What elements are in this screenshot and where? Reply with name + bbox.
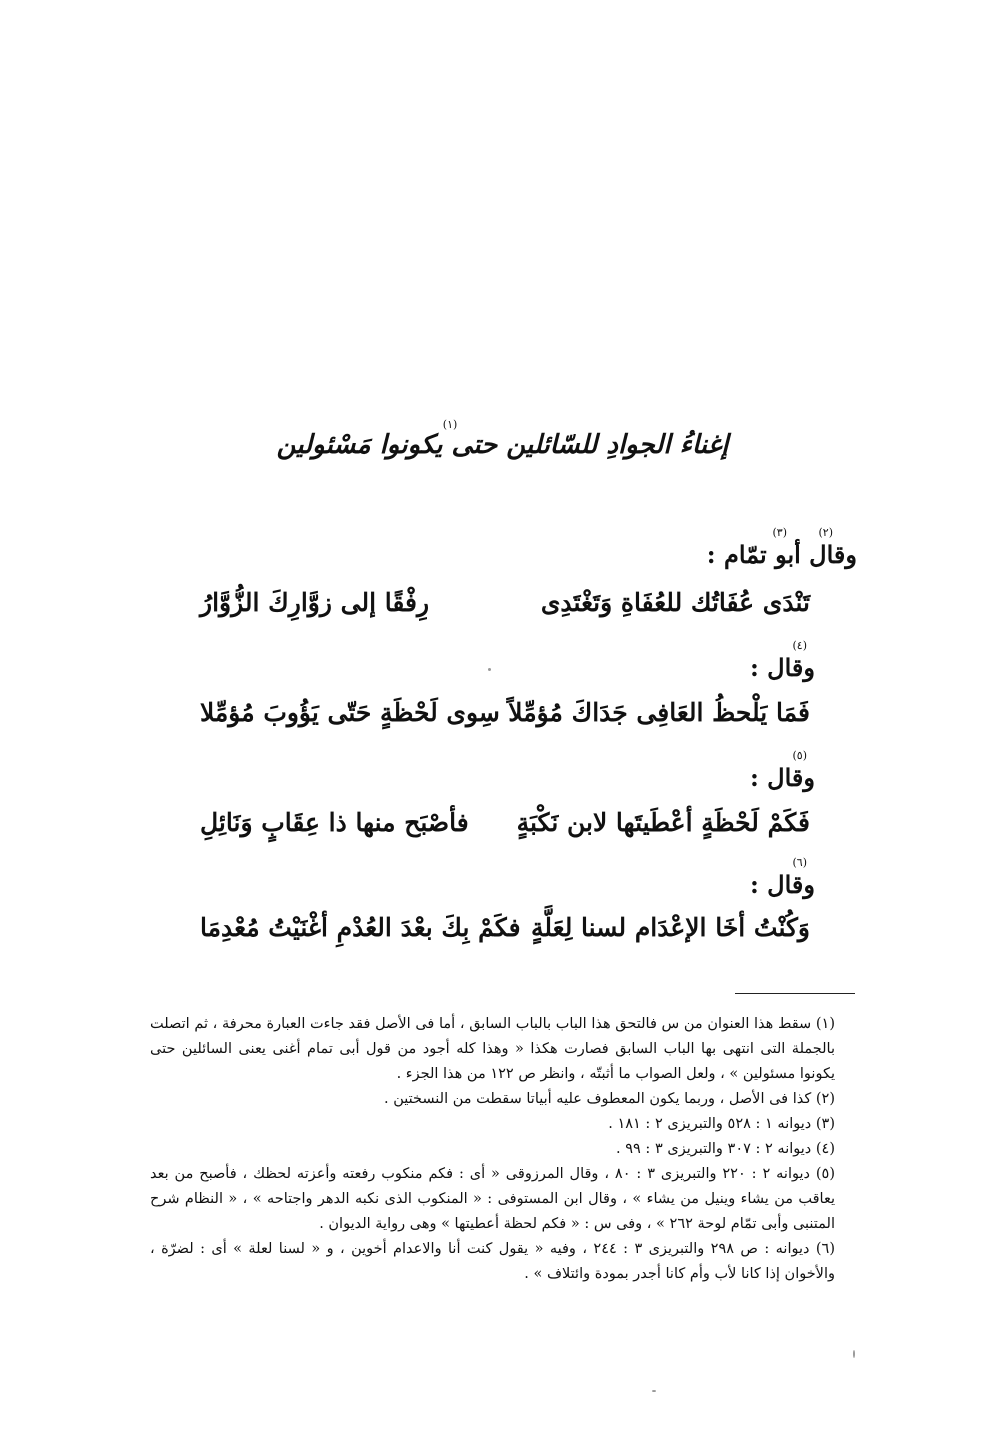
footnote-5: (٥) ديوانه ٢ : ٢٢٠ والتبريزى ٣ : ٨٠ ، وقال المرزوقى « أى : فكم منكوب رفعته وأعزته لحظك ، فأصبح من بعد يعاقب من يشاء وينيل من يشاء » ، وقال ابن المستوفى : « المنكوب الذى نكبه الدهر واجتاحه » ، « النظام شرح المتنبى وأبى تمّام لوحة ٢٦٢ » ، وفى س : « فكم لحظة أعطيتها » وهى رواية الديوان . xyxy=(150,1166,835,1232)
verse-4 xyxy=(200,913,810,953)
verse-4-first-hemistich: وَكُنْتُ أخَا الإعْدَام لسنا لِعَلَّةٍ xyxy=(530,913,810,942)
qal-line-2 xyxy=(749,639,815,682)
chapter-title xyxy=(276,418,729,460)
verse-1 xyxy=(200,588,810,628)
qal-4-text: وقال : xyxy=(749,870,815,899)
footnote-4: (٤) ديوانه ٢ : ٣٠٧ والتبريزى ٣ : ٩٩ . xyxy=(616,1141,835,1157)
footnote-6: (٦) ديوانه : ص ٢٩٨ والتبريزى ٣ : ٢٤٤ ، وفيه « يقول كنت أنا والاعدام أخوين ، و « لسنا لعلة » أى : لضرّة ، والأخوان إذا كانا لأب وأم كانا أجدر بمودة وائتلاف » . xyxy=(150,1241,835,1282)
intro-marker-2: (٢) xyxy=(818,526,833,539)
verse-2-second-hemistich: سِوى لَحْظَةٍ حَتّى يَؤُوبَ مُؤمِّلا xyxy=(200,698,500,727)
qal-line-3 xyxy=(749,749,815,792)
chapter-heading xyxy=(0,418,1005,460)
qal-3-text: وقال : xyxy=(749,763,815,792)
verse-2 xyxy=(200,698,810,738)
footnote-3: (٣) ديوانه ١ : ٥٢٨ والتبريزى ٢ : ١٨١ . xyxy=(608,1116,835,1132)
verse-1-second-hemistich: رِفْقًا إلى زوَّارِكَ الزُّوَّارُ xyxy=(200,588,430,617)
title-footnote-marker: (١) xyxy=(442,418,458,431)
qal-2-marker: (٤) xyxy=(792,639,807,652)
speck xyxy=(488,668,491,671)
footnote-separator xyxy=(735,993,855,994)
intro-text: وقال أبو تمّام : xyxy=(706,540,857,569)
qal-line-4 xyxy=(749,856,815,899)
verse-1-first-hemistich: تَنْدَى عُفَاتُك للعُفَاةِ وَتَغْتَدِى xyxy=(540,588,810,617)
verse-3 xyxy=(200,808,810,848)
footnotes xyxy=(150,1012,855,1287)
footnote-1: (١) سقط هذا العنوان من س فالتحق هذا الباب بالباب السابق ، أما فى الأصل فقد جاءت العبارة محرفة ، ثم اتصلت بالجملة التى انتهى بها الباب السابق فصارت هكذا « وهذا كله أجود من قول أبى تمام أغنى يعنى السائلين حتى يكونوا مسئولين » ، ولعل الصواب ما أثبتّه ، وانظر ص ١٢٢ من هذا الجزء . xyxy=(150,1016,835,1082)
qal-4-marker: (٦) xyxy=(792,856,807,869)
intro-marker-3: (٣) xyxy=(772,526,787,539)
chapter-title-text: إغناءُ الجوادِ للسّائلين حتى يكونوا مَسْئولين xyxy=(276,430,729,460)
speck xyxy=(652,1390,656,1392)
verse-4-second-hemistich: فكَمْ بِكَ بعْدَ العُدْمِ أغْنَيْتُ مُعْدِمَا xyxy=(200,913,521,942)
verse-3-second-hemistich: فأصْبَح منها ذا عِقَابٍ وَنَائِلِ xyxy=(200,808,469,837)
qal-2-text: وقال : xyxy=(749,653,815,682)
footnote-2: (٢) كذا فى الأصل ، وربما يكون المعطوف عليه أبياتا سقطت من النسختين . xyxy=(384,1091,835,1107)
qal-3-marker: (٥) xyxy=(792,749,807,762)
speck xyxy=(853,1350,855,1358)
verse-2-first-hemistich: فَمَا يَلْحظُ العَافِى جَدَاكَ مُؤمِّلاً xyxy=(508,698,810,727)
intro-line xyxy=(706,526,857,569)
verse-3-first-hemistich: فَكَمْ لَحْظَةٍ أعْطَيتَها لابن نَكْبَةٍ xyxy=(516,808,810,837)
